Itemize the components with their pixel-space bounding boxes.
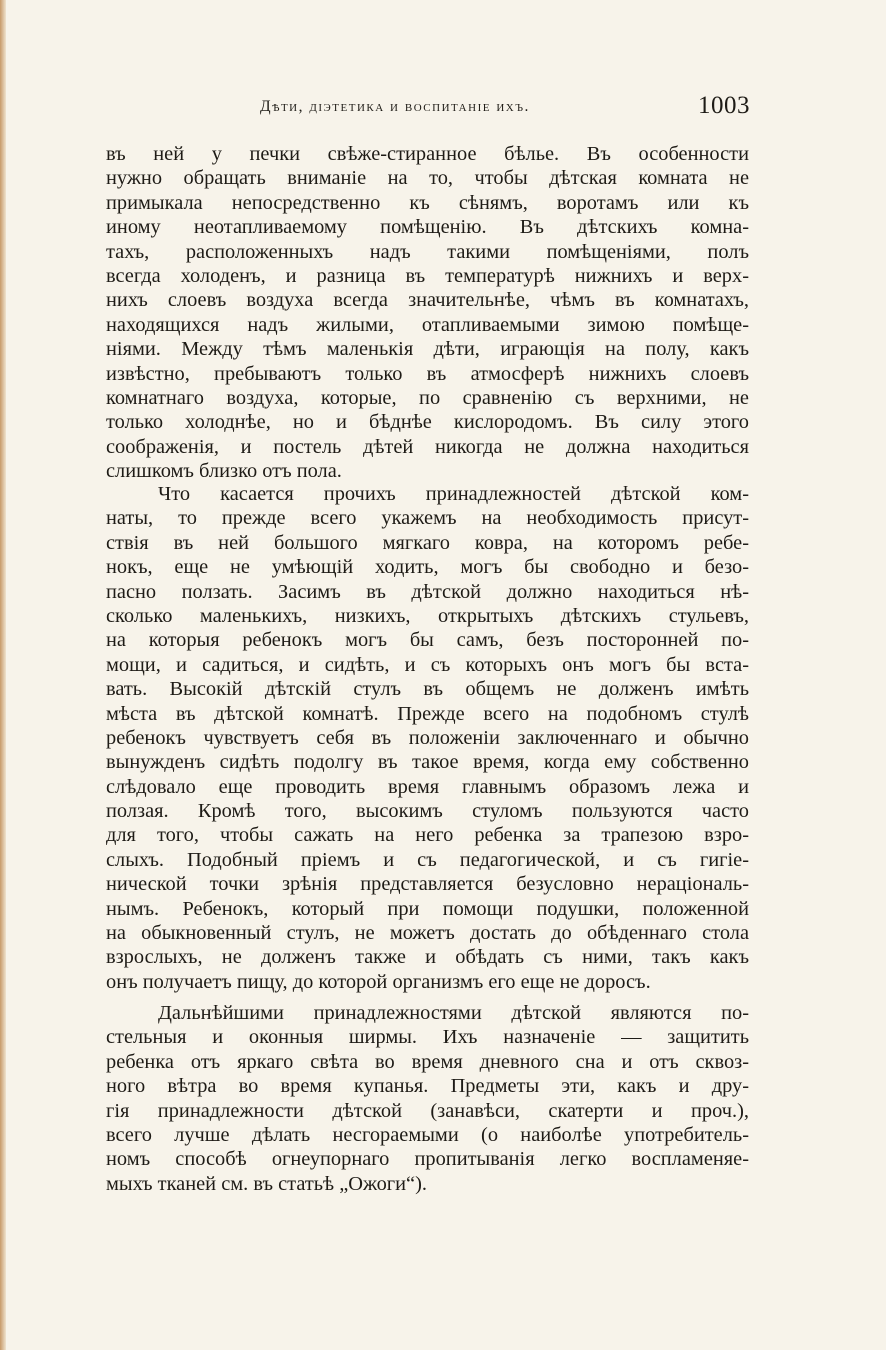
text-line: всего лучше дѣлать несгораемыми (о наиболѣе употребитель-	[106, 1123, 749, 1146]
text-line: нокъ, еще не умѣющій ходить, могъ бы свободно и безо-	[106, 556, 749, 579]
page-edge-shadow	[0, 0, 6, 1350]
text-line: мощи, и садиться, и сидѣть, и съ которыхъ онъ могъ бы вста-	[106, 653, 749, 676]
text-line: сколько маленькихъ, низкихъ, открытыхъ дѣтскихъ стульевъ,	[106, 604, 749, 627]
text-line: тахъ, расположенныхъ надъ такими помѣщеніями, полъ	[106, 240, 749, 263]
text-line: только холоднѣе, но и бѣднѣе кислородомъ. Въ силу этого	[106, 411, 749, 434]
text-line: слѣдовало еще проводить время главнымъ образомъ лежа и	[106, 775, 749, 798]
text-line: ніями. Между тѣмъ маленькія дѣти, играющія на полу, какъ	[106, 338, 749, 361]
text-line: взрослыхъ, не долженъ также и обѣдать съ ними, такъ какъ	[106, 946, 749, 969]
text-line: примыкала непосредственно къ сѣнямъ, воротамъ или къ	[106, 191, 749, 214]
text-line: слишкомъ близко отъ пола.	[106, 460, 342, 483]
text-line: пасно ползать. Засимъ въ дѣтской должно находиться нѣ-	[106, 580, 749, 603]
paragraph-2	[106, 482, 749, 994]
text-line: нихъ слоевъ воздуха всегда значительнѣе, чѣмъ въ комнатахъ,	[106, 289, 749, 312]
text-line: всегда холоденъ, и разница въ температурѣ нижнихъ и верх-	[106, 264, 749, 287]
text-line: Дальнѣйшими принадлежностями дѣтской являются по-	[158, 1002, 749, 1024]
text-line: онъ получаетъ пищу, до которой организмъ его еще не доросъ.	[106, 970, 651, 993]
text-line: соображенія, и постель дѣтей никогда не должна находиться	[106, 435, 749, 458]
text-line: стельныя и оконныя ширмы. Ихъ назначеніе — защитить	[106, 1026, 749, 1049]
text-line: нымъ. Ребенокъ, который при помощи подушки, положенной	[106, 897, 749, 920]
running-title: Дѣти, діэтетика и воспитаніе ихъ.	[260, 98, 530, 115]
paragraph-1	[106, 142, 749, 483]
text-line: ного вѣтра во время купанья. Предметы эти, какъ и дру-	[106, 1075, 749, 1098]
text-line: нической точки зрѣнія представляется безусловно нераціональ-	[106, 873, 749, 896]
text-line: для того, чтобы сажать на него ребенка за трапезою взро-	[106, 824, 749, 847]
text-line: ребенокъ чувствуетъ себя въ положеніи заключеннаго и обычно	[106, 726, 749, 749]
text-line: въ ней у печки свѣже-стиранное бѣлье. Въ особенности	[106, 143, 749, 165]
text-line: мѣста въ дѣтской комнатѣ. Прежде всего на подобномъ стулѣ	[106, 702, 749, 725]
text-line: вать. Высокій дѣтскій стулъ въ общемъ не долженъ имѣть	[106, 678, 749, 701]
text-line: номъ способѣ огнеупорнаго пропитыванія легко воспламеняе-	[106, 1148, 749, 1171]
text-line: комнатнаго воздуха, которые, по сравненію съ верхними, не	[106, 386, 749, 409]
text-line: мыхъ тканей см. въ статьѣ „Ожоги“).	[106, 1172, 427, 1195]
text-line: на обыкновенный стулъ, не можетъ достать до обѣденнаго стола	[106, 922, 749, 945]
text-line: Что касается прочихъ принадлежностей дѣтской ком-	[158, 483, 749, 505]
text-line: наты, то прежде всего укажемъ на необходимость присут-	[106, 507, 749, 530]
page-header	[106, 92, 756, 124]
text-line: нужно обращать вниманіе на то, чтобы дѣтская комната не	[106, 167, 749, 190]
text-line: ствія въ ней большого мягкаго ковра, на которомъ ребе-	[106, 531, 749, 554]
text-line: извѣстно, пребываютъ только въ атмосферѣ нижнихъ слоевъ	[106, 362, 749, 385]
text-line: ползая. Кромѣ того, высокимъ стуломъ пользуются часто	[106, 800, 749, 823]
text-line: гія принадлежности дѣтской (занавѣси, скатерти и проч.),	[106, 1099, 749, 1122]
page-number: 1003	[698, 92, 750, 119]
text-line: находящихся надъ жилыми, отапливаемыми зимою помѣще-	[106, 313, 749, 336]
text-line: вынужденъ сидѣть подолгу въ такое время, когда ему собственно	[106, 751, 749, 774]
text-line: слыхъ. Подобный пріемъ и съ педагогической, и съ гигіе-	[106, 848, 749, 871]
text-line: на которыя ребенокъ могъ бы самъ, безъ посторонней по-	[106, 629, 749, 652]
text-line: ребенка отъ яркаго свѣта во время дневного сна и отъ сквоз-	[106, 1050, 749, 1073]
text-line: иному неотапливаемому помѣщенію. Въ дѣтскихъ комна-	[106, 216, 749, 239]
paragraph-3	[106, 1001, 749, 1196]
